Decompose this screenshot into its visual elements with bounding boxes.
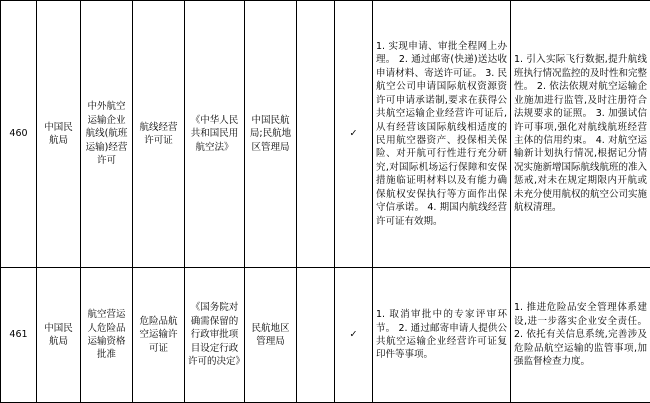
implementation-level: 中国民航局;民航地区管理局	[245, 1, 297, 268]
mark-column-b: ✓	[335, 1, 373, 268]
legal-basis: 《国务院对确需保留的行政审批项目设定行政许可的决定》	[185, 268, 245, 403]
implementing-organ: 中国民航局	[37, 1, 81, 268]
implementing-organ: 中国民航局	[37, 268, 81, 403]
table-row	[1, 268, 650, 403]
supervision-measures: 1. 推进危险品安全管理体系建设,进一步落实企业安全责任。 2. 依托有关信息系统,完善涉及危险品航空运输的监管事项,加强监督检查力度。	[511, 268, 650, 403]
row-number: 461	[1, 268, 37, 403]
item-name: 中外航空运输企业航线(航班运输)经营许可	[81, 1, 133, 268]
mark-column-a	[297, 1, 335, 268]
legal-basis: 《中华人民共和国民用航空法》	[185, 1, 245, 268]
reform-measures: 1. 实现申请、审批全程网上办理。 2. 通过邮寄(快递)送达收申请材料、寄送许可证。 3. 民航空公司申请国际航权资源资许可申请承诺制,要求在获得公共航空运输企业经营许可证后,从有经营该国际航线相适度的民用航空器资产、投保相关保险、对开航可行性进行充分研究,对国际机场运行保障和安保措施临证明材料以及有能力确保航权安保执行等方面作出保守信承诺。 4. 期国内航线经营许可证有效期。	[373, 1, 511, 268]
implementation-level: 民航地区管理局	[245, 268, 297, 403]
mark-column-b: ✓	[335, 268, 373, 403]
row-number: 460	[1, 1, 37, 268]
item-name: 航空营运人危险品运输资格批准	[81, 268, 133, 403]
table-row	[1, 1, 650, 268]
license-type: 危险品航空运输许可证	[133, 268, 185, 403]
reform-measures: 1. 取消审批中的专家评审环节。 2. 通过邮寄申请人提供公共航空运输企业经营许可证复印件等事项。	[373, 268, 511, 403]
mark-column-a	[297, 268, 335, 403]
supervision-measures: 1. 引入实际飞行数据,提升航线班执行情况监控的及时性和完整性。 2. 依法依规对航空运输企业施加进行监管,及时注册符合法规要求的证照。 3. 加强试信许可事项,强化对航线航班经营主体的信用约束。 4. 对航空运输新计划执行情况,根据记分情况实施新增国际航线航班的准入惩戒,对未在规定期限内开航或未充分使用航权的航空公司实施航权清理。	[511, 1, 650, 268]
license-type: 航线经营许可证	[133, 1, 185, 268]
